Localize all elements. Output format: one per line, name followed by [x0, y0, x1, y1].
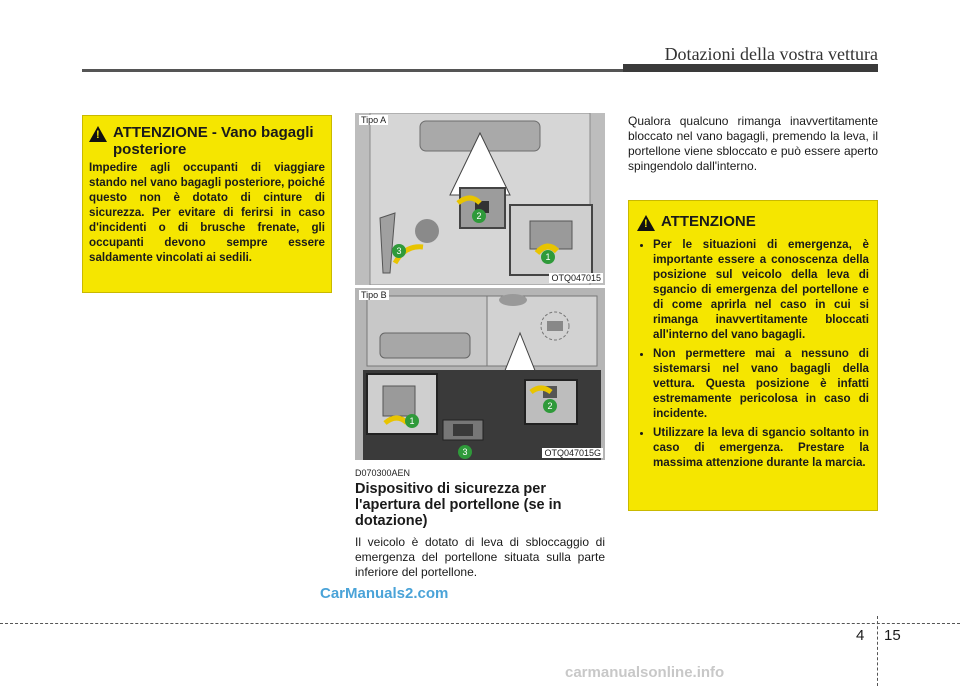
page-header-title: Dotazioni della vostra vettura [664, 44, 878, 64]
warning-item: • Non permettere mai a nessuno di sistemarsi nel vano bagagli della vettura. Questa posizione è infatti estremamente pericolosa in caso di incidente. [653, 346, 869, 421]
callout-b-3: 3 [462, 447, 468, 457]
figure-b-code: OTQ047015G [544, 448, 601, 458]
warning-title: ATTENZIONE - Vano bagagli posteriore [113, 124, 314, 158]
callout-a-1: 1 [545, 252, 551, 262]
section-body: Il veicolo è dotato di leva di sbloccaggio di emergenza del portellone situata sulla parte inferiore del portellone. [355, 535, 605, 579]
warning-heading [89, 124, 325, 158]
right-paragraph: Qualora qualcuno rimanga inavvertitamente bloccato nel vano bagagli, premendo la leva, il portellone viene sbloccato e può essere aperto spingendolo dall'interno. [628, 114, 878, 173]
tailgate-illustration-a [355, 113, 605, 285]
warning-box-cargo [82, 115, 332, 293]
warning-item: • Utilizzare la leva di sgancio soltanto in caso di emergenza. Prestare la massima attenzione durante la marcia. [653, 425, 869, 470]
figure-a-label: Tipo A [361, 115, 387, 125]
callout-b-2: 2 [547, 401, 553, 411]
watermark-link[interactable]: CarManuals2.com [320, 585, 449, 602]
tailgate-illustration-b [355, 288, 605, 460]
warning-title: ATTENZIONE [661, 213, 756, 230]
warning-box-emergency [628, 200, 878, 511]
header-rule-accent [623, 64, 878, 72]
warning-item: • Per le situazioni di emergenza, è importante essere a conoscenza della posizione sul veicolo della leva di sgancio di emergenza del portellone e di come aprirla nel caso in cui si rimanga inavvertitamente bloccati all'interno del vano bagagli. [653, 237, 869, 342]
footer-rule [0, 623, 960, 624]
callout-b-1: 1 [409, 416, 415, 426]
callout-a-3: 3 [396, 246, 402, 256]
figure-type-a [355, 113, 605, 285]
figure-type-b [355, 288, 605, 460]
section-title: Dispositivo di sicurezza per l'apertura del portellone (se in dotazione) [355, 481, 562, 529]
warning-body: Impedire agli occupanti di viaggiare stando nel vano bagagli posteriore, poiché questo non è dotato di cinture di sicurezza. Per evitare di ferirsi in caso d'incidenti o di brusche frenate, gli occupanti devono sempre essere saldamente vincolati ai sedili. [89, 161, 325, 264]
warning-list [637, 237, 869, 470]
warning-heading [637, 213, 869, 231]
callout-a-2: 2 [476, 211, 482, 221]
warning-icon [89, 126, 107, 142]
chapter-number: 4 [856, 627, 865, 644]
figure-b-label: Tipo B [361, 290, 387, 300]
section-code: D070300AEN [355, 468, 411, 478]
watermark-bottom: carmanualsonline.info [565, 664, 725, 681]
figure-a-code: OTQ047015 [551, 273, 601, 283]
footer-divider [877, 616, 878, 686]
warning-icon [637, 215, 655, 231]
page-number: 15 [884, 627, 901, 644]
